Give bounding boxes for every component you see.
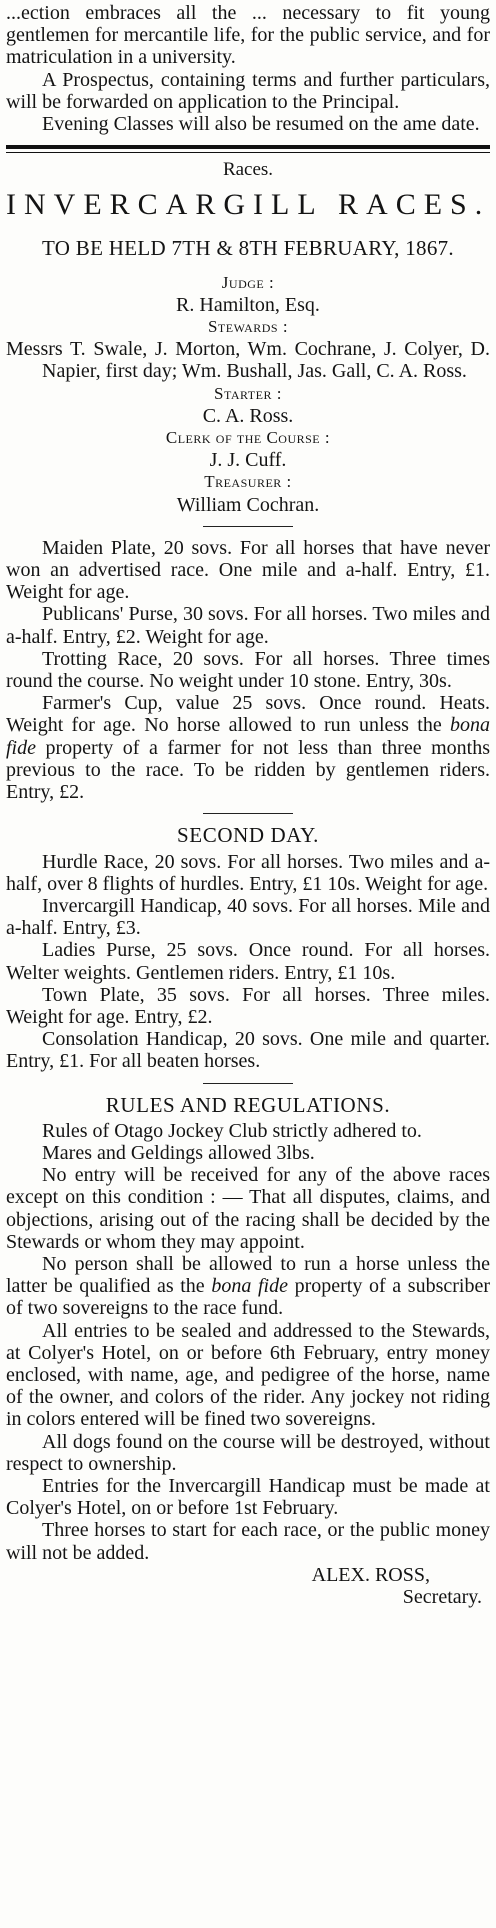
rule-italic: bona fide: [211, 1275, 288, 1298]
short-divider: [203, 1083, 293, 1084]
rule-item: Mares and Geldings allowed 3lbs.: [42, 1141, 315, 1164]
advert-masthead: INVERCARGILL RACES.: [6, 188, 490, 222]
intro-paragraph-2: A Prospectus, containing terms and further particulars, will be forwarded on application to the Principal.: [6, 68, 490, 113]
race-entry: Trotting Race, 20 sovs. For all horses. Three times round the course. No weight under 10 stone. Entry, 30s.: [6, 647, 490, 693]
signature-name: ALEX. ROSS,: [311, 1563, 430, 1586]
race-entry: Hurdle Race, 20 sovs. For all horses. Two miles and a-half, over 8 flights of hurdles. Entry, £1 10s. Weight for age.: [6, 850, 490, 895]
rule-item: Rules of Otago Jockey Club strictly adhered to.: [42, 1119, 422, 1142]
day-one-races: [6, 537, 490, 803]
section-label: Races.: [222, 159, 274, 181]
stewards-label: Stewards :: [207, 317, 289, 337]
rules-block: [6, 1120, 490, 1564]
clerk-name: J. J. Cuff.: [209, 449, 287, 472]
rule-item: [6, 1253, 490, 1320]
clerk-label: Clerk of the Course :: [165, 428, 331, 448]
rule-item: Entries for the Invercargill Handicap must be made at Colyer's Hotel, on or before 1st February.: [6, 1474, 490, 1520]
short-divider: [203, 526, 293, 527]
advert-subheading: TO BE HELD 7TH & 8TH FEBRUARY, 1867.: [42, 236, 454, 261]
rule-text-a: No person shall be allowed to run a horse unless the latter be qualified as the: [6, 1252, 490, 1298]
short-divider: [203, 813, 293, 814]
section-divider: [6, 145, 490, 153]
rule-item: All dogs found on the course will be destroyed, without respect to ownership.: [6, 1430, 490, 1475]
race-entry: Maiden Plate, 20 sovs. For all horses that have never won an advertised race. One mile and a-half. Entry, £1. Weight for age.: [6, 536, 490, 604]
stewards-names: Messrs T. Swale, J. Morton, Wm. Cochrane, J. Colyer, D. Napier, first day; Wm. Bushall, Jas. Gall, C. A. Ross.: [6, 338, 490, 383]
race-entry-farmers-cup: [6, 692, 490, 803]
race-entry: Town Plate, 35 sovs. For all horses. Three miles. Weight for age. Entry, £2.: [6, 983, 490, 1028]
starter-label: Starter :: [214, 383, 282, 403]
race-entry: Publicans' Purse, 30 sovs. For all horses. Two miles and a-half. Entry, £2. Weight for age.: [6, 603, 490, 648]
day-two-races: [6, 851, 490, 1073]
race-entry: Invercargill Handicap, 40 sovs. For all horses. Mile and a-half. Entry, £3.: [6, 894, 490, 940]
judge-name: R. Hamilton, Esq.: [176, 293, 320, 316]
rule-item: No entry will be received for any of the above races except on this condition : — That all disputes, claims, and objections, arising out of the racing shall be decided by the Stewards or whom they may appoint.: [6, 1164, 490, 1253]
judge-label: Judge :: [221, 272, 275, 292]
rule-text-b: property of a subscriber of two sovereigns to the race fund.: [6, 1275, 491, 1320]
rule-item: Three horses to start for each race, or the public money will not be added.: [6, 1519, 490, 1564]
rules-heading: RULES AND REGULATIONS.: [105, 1092, 391, 1117]
starter-name: C. A. Ross.: [202, 404, 294, 427]
farmers-cup-italic: bona fide: [6, 714, 490, 759]
race-entry: Ladies Purse, 25 sovs. Once round. For all horses. Welter weights. Gentlemen riders. Entry, £1 10s.: [6, 939, 490, 984]
officials-block: [6, 272, 490, 516]
intro-paragraph-1: ...ection embraces all the ... necessary to fit young gentlemen for mercantile life, for the public service, and for matriculation in a university.: [6, 2, 490, 69]
rule-item: All entries to be sealed and addressed to the Stewards, at Colyer's Hotel, on or before 6th February, entry money enclosed, with name, age, and pedigree of the horse, name of the owner, and colors of the rider. Any jockey not riding in colors entered will be fined two sovereigns.: [6, 1319, 490, 1431]
second-day-heading: SECOND DAY.: [177, 823, 319, 848]
farmers-cup-text-a: Farmer's Cup, value 25 sovs. Once round. Heats. Weight for age. No horse allowed to run unless the: [6, 692, 490, 737]
signature-title: Secretary.: [402, 1586, 482, 1608]
treasurer-name: William Cochran.: [176, 493, 320, 516]
farmers-cup-text-b: property of a farmer for not less than three months previous to the race. To be ridden by gentlemen riders. Entry, £2.: [6, 736, 490, 804]
treasurer-label: Treasurer :: [204, 472, 292, 492]
race-entry: Consolation Handicap, 20 sovs. One mile and quarter. Entry, £1. For all beaten horses.: [6, 1028, 490, 1073]
intro-paragraph-3: Evening Classes will also be resumed on the ame date.: [42, 113, 480, 136]
